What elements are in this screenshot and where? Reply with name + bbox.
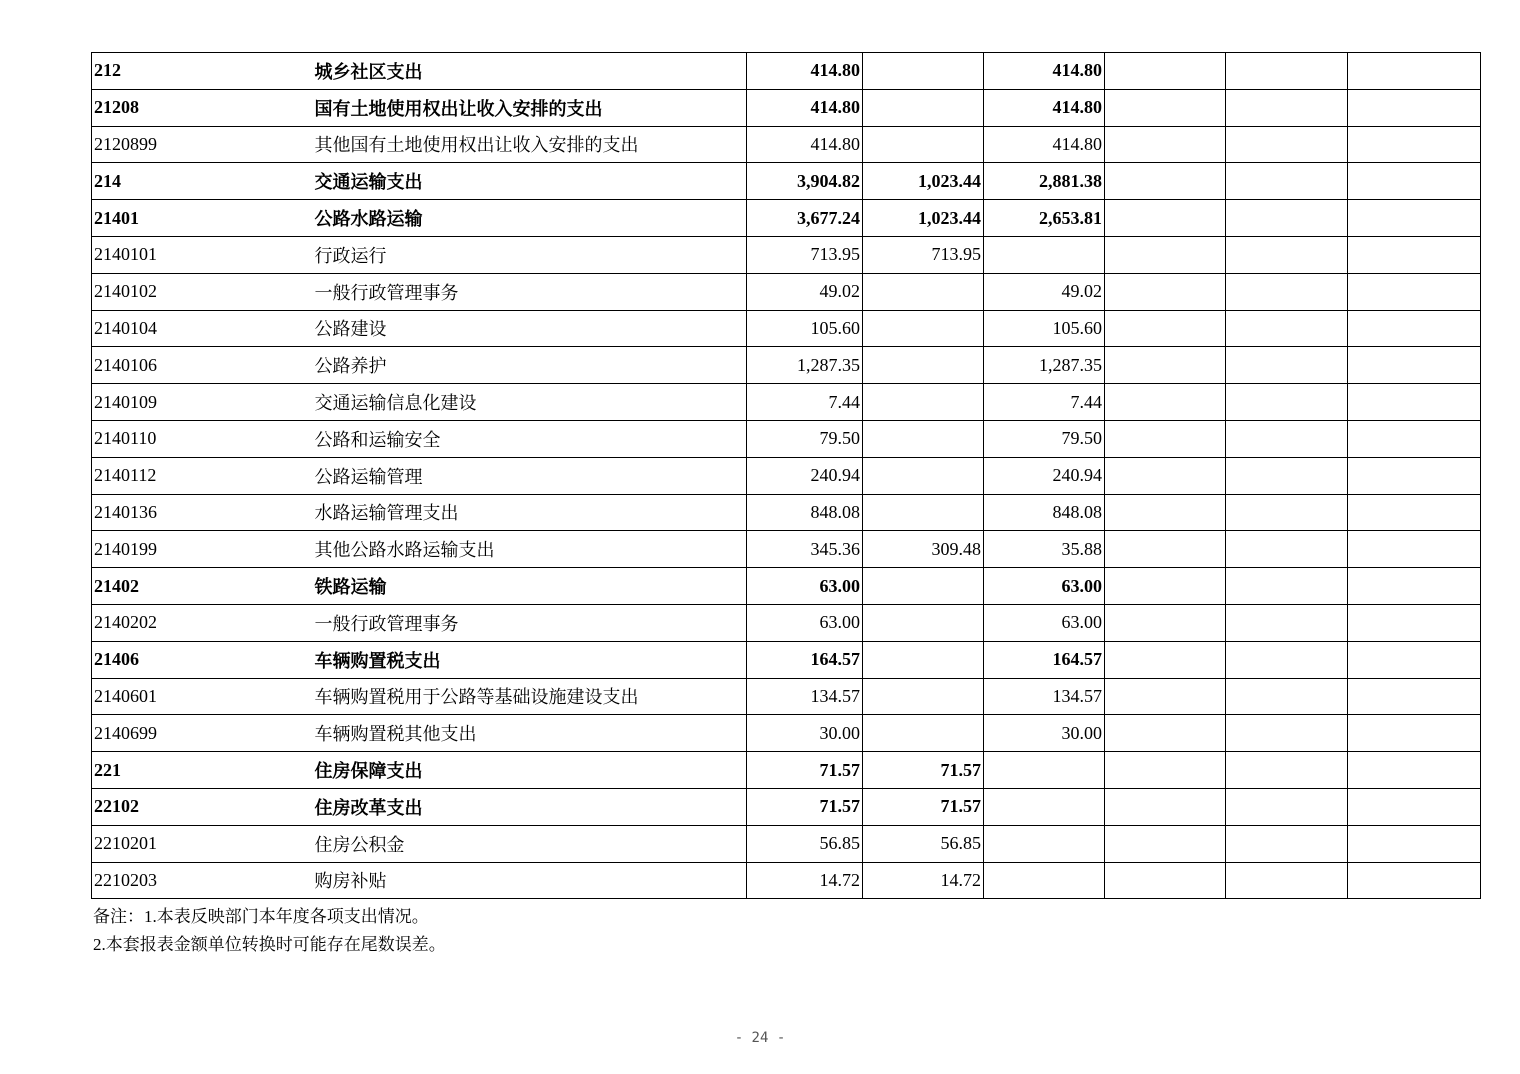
empty-cell: [1226, 715, 1348, 752]
empty-cell: [1226, 862, 1348, 899]
project-cell: [984, 825, 1105, 862]
basic-cell: 1,023.44: [863, 163, 984, 200]
code-cell: 21402: [92, 568, 313, 605]
empty-cell: [1226, 53, 1348, 90]
empty-cell: [1226, 163, 1348, 200]
name-cell: 其他公路水路运输支出: [313, 531, 747, 568]
project-cell: 414.80: [984, 126, 1105, 163]
table-row: [92, 200, 1481, 237]
empty-cell: [1348, 604, 1481, 641]
project-cell: 414.80: [984, 89, 1105, 126]
note-line-2: 2.本套报表金额单位转换时可能存在尾数误差。: [93, 935, 446, 954]
total-cell: 414.80: [747, 89, 863, 126]
empty-cell: [1226, 678, 1348, 715]
table-row: [92, 347, 1481, 384]
basic-cell: [863, 604, 984, 641]
empty-cell: [1105, 862, 1226, 899]
empty-cell: [1226, 788, 1348, 825]
total-cell: 1,287.35: [747, 347, 863, 384]
name-cell: 城乡社区支出: [313, 53, 747, 90]
name-cell: 公路和运输安全: [313, 420, 747, 457]
basic-cell: [863, 310, 984, 347]
project-cell: 2,881.38: [984, 163, 1105, 200]
empty-cell: [1348, 420, 1481, 457]
table-row: [92, 752, 1481, 789]
code-cell: 2140112: [92, 457, 313, 494]
code-cell: 21401: [92, 200, 313, 237]
empty-cell: [1226, 347, 1348, 384]
project-cell: 35.88: [984, 531, 1105, 568]
name-cell: 车辆购置税用于公路等基础设施建设支出: [313, 678, 747, 715]
name-cell: 行政运行: [313, 236, 747, 273]
table-row: [92, 236, 1481, 273]
code-cell: 2140102: [92, 273, 313, 310]
empty-cell: [1226, 752, 1348, 789]
table-row: [92, 641, 1481, 678]
code-cell: 2120899: [92, 126, 313, 163]
table-row: [92, 457, 1481, 494]
basic-cell: 71.57: [863, 752, 984, 789]
project-cell: 414.80: [984, 53, 1105, 90]
empty-cell: [1226, 568, 1348, 605]
table-body: [92, 53, 1481, 899]
code-cell: 2140199: [92, 531, 313, 568]
empty-cell: [1226, 604, 1348, 641]
empty-cell: [1348, 163, 1481, 200]
total-cell: 105.60: [747, 310, 863, 347]
basic-cell: [863, 126, 984, 163]
empty-cell: [1348, 494, 1481, 531]
empty-cell: [1348, 200, 1481, 237]
empty-cell: [1105, 163, 1226, 200]
table-row: [92, 420, 1481, 457]
name-cell: 一般行政管理事务: [313, 273, 747, 310]
project-cell: [984, 236, 1105, 273]
empty-cell: [1226, 384, 1348, 421]
empty-cell: [1348, 273, 1481, 310]
table-row: [92, 310, 1481, 347]
empty-cell: [1348, 568, 1481, 605]
empty-cell: [1348, 89, 1481, 126]
project-cell: 164.57: [984, 641, 1105, 678]
table-row: [92, 53, 1481, 90]
table-row: [92, 788, 1481, 825]
table-row: [92, 862, 1481, 899]
empty-cell: [1105, 825, 1226, 862]
project-cell: 49.02: [984, 273, 1105, 310]
empty-cell: [1348, 236, 1481, 273]
empty-cell: [1226, 457, 1348, 494]
basic-cell: 14.72: [863, 862, 984, 899]
empty-cell: [1105, 494, 1226, 531]
table-row: [92, 126, 1481, 163]
table-row: [92, 825, 1481, 862]
project-cell: 63.00: [984, 604, 1105, 641]
empty-cell: [1105, 89, 1226, 126]
empty-cell: [1226, 641, 1348, 678]
empty-cell: [1348, 384, 1481, 421]
empty-cell: [1105, 200, 1226, 237]
table-row: [92, 273, 1481, 310]
empty-cell: [1105, 531, 1226, 568]
project-cell: 105.60: [984, 310, 1105, 347]
name-cell: 公路运输管理: [313, 457, 747, 494]
code-cell: 2140106: [92, 347, 313, 384]
empty-cell: [1105, 347, 1226, 384]
name-cell: 住房改革支出: [313, 788, 747, 825]
empty-cell: [1226, 494, 1348, 531]
name-cell: 交通运输支出: [313, 163, 747, 200]
total-cell: 240.94: [747, 457, 863, 494]
empty-cell: [1105, 273, 1226, 310]
total-cell: 164.57: [747, 641, 863, 678]
basic-cell: 713.95: [863, 236, 984, 273]
basic-cell: [863, 420, 984, 457]
name-cell: 一般行政管理事务: [313, 604, 747, 641]
table-row: [92, 568, 1481, 605]
basic-cell: [863, 494, 984, 531]
basic-cell: [863, 273, 984, 310]
empty-cell: [1348, 457, 1481, 494]
code-cell: 22102: [92, 788, 313, 825]
code-cell: 212: [92, 53, 313, 90]
total-cell: 79.50: [747, 420, 863, 457]
empty-cell: [1105, 641, 1226, 678]
empty-cell: [1348, 126, 1481, 163]
total-cell: 7.44: [747, 384, 863, 421]
total-cell: 71.57: [747, 752, 863, 789]
basic-cell: 309.48: [863, 531, 984, 568]
basic-cell: [863, 568, 984, 605]
code-cell: 2140101: [92, 236, 313, 273]
code-cell: 2210201: [92, 825, 313, 862]
table-row: [92, 604, 1481, 641]
project-cell: 7.44: [984, 384, 1105, 421]
table-row: [92, 163, 1481, 200]
total-cell: 3,677.24: [747, 200, 863, 237]
empty-cell: [1348, 531, 1481, 568]
total-cell: 49.02: [747, 273, 863, 310]
basic-cell: [863, 384, 984, 421]
basic-cell: 71.57: [863, 788, 984, 825]
empty-cell: [1226, 89, 1348, 126]
page-number: - 24 -: [734, 1030, 786, 1046]
empty-cell: [1105, 568, 1226, 605]
empty-cell: [1348, 310, 1481, 347]
table-row: [92, 89, 1481, 126]
basic-cell: 1,023.44: [863, 200, 984, 237]
name-cell: 其他国有土地使用权出让收入安排的支出: [313, 126, 747, 163]
name-cell: 购房补贴: [313, 862, 747, 899]
empty-cell: [1105, 310, 1226, 347]
project-cell: 240.94: [984, 457, 1105, 494]
empty-cell: [1348, 788, 1481, 825]
total-cell: 345.36: [747, 531, 863, 568]
total-cell: 848.08: [747, 494, 863, 531]
project-cell: 848.08: [984, 494, 1105, 531]
empty-cell: [1348, 678, 1481, 715]
name-cell: 住房保障支出: [313, 752, 747, 789]
project-cell: 1,287.35: [984, 347, 1105, 384]
basic-cell: 56.85: [863, 825, 984, 862]
project-cell: [984, 862, 1105, 899]
total-cell: 134.57: [747, 678, 863, 715]
code-cell: 21406: [92, 641, 313, 678]
code-cell: 2140104: [92, 310, 313, 347]
project-cell: 134.57: [984, 678, 1105, 715]
name-cell: 国有土地使用权出让收入安排的支出: [313, 89, 747, 126]
code-cell: 2140601: [92, 678, 313, 715]
project-cell: 30.00: [984, 715, 1105, 752]
code-cell: 2140109: [92, 384, 313, 421]
project-cell: [984, 788, 1105, 825]
empty-cell: [1105, 604, 1226, 641]
code-cell: 2140699: [92, 715, 313, 752]
table-row: [92, 715, 1481, 752]
basic-cell: [863, 715, 984, 752]
basic-cell: [863, 457, 984, 494]
project-cell: 79.50: [984, 420, 1105, 457]
empty-cell: [1348, 347, 1481, 384]
code-cell: 2210203: [92, 862, 313, 899]
code-cell: 214: [92, 163, 313, 200]
table-row: [92, 494, 1481, 531]
basic-cell: [863, 89, 984, 126]
empty-cell: [1105, 788, 1226, 825]
empty-cell: [1226, 531, 1348, 568]
total-cell: 414.80: [747, 53, 863, 90]
empty-cell: [1348, 715, 1481, 752]
basic-cell: [863, 347, 984, 384]
code-cell: 2140202: [92, 604, 313, 641]
basic-cell: [863, 678, 984, 715]
empty-cell: [1105, 126, 1226, 163]
empty-cell: [1226, 236, 1348, 273]
name-cell: 车辆购置税支出: [313, 641, 747, 678]
name-cell: 交通运输信息化建设: [313, 384, 747, 421]
total-cell: 63.00: [747, 604, 863, 641]
code-cell: 2140110: [92, 420, 313, 457]
name-cell: 公路建设: [313, 310, 747, 347]
total-cell: 713.95: [747, 236, 863, 273]
total-cell: 71.57: [747, 788, 863, 825]
empty-cell: [1105, 420, 1226, 457]
empty-cell: [1105, 236, 1226, 273]
empty-cell: [1348, 641, 1481, 678]
empty-cell: [1105, 384, 1226, 421]
table-row: [92, 384, 1481, 421]
name-cell: 公路水路运输: [313, 200, 747, 237]
empty-cell: [1348, 53, 1481, 90]
project-cell: 63.00: [984, 568, 1105, 605]
table-row: [92, 531, 1481, 568]
empty-cell: [1105, 678, 1226, 715]
total-cell: 56.85: [747, 825, 863, 862]
table-row: [92, 678, 1481, 715]
empty-cell: [1348, 752, 1481, 789]
total-cell: 63.00: [747, 568, 863, 605]
code-cell: 221: [92, 752, 313, 789]
name-cell: 水路运输管理支出: [313, 494, 747, 531]
code-cell: 21208: [92, 89, 313, 126]
empty-cell: [1226, 825, 1348, 862]
name-cell: 公路养护: [313, 347, 747, 384]
empty-cell: [1226, 126, 1348, 163]
empty-cell: [1226, 310, 1348, 347]
total-cell: 30.00: [747, 715, 863, 752]
total-cell: 3,904.82: [747, 163, 863, 200]
name-cell: 车辆购置税其他支出: [313, 715, 747, 752]
name-cell: 铁路运输: [313, 568, 747, 605]
expenditure-table: [91, 52, 1481, 899]
empty-cell: [1105, 715, 1226, 752]
basic-cell: [863, 641, 984, 678]
total-cell: 14.72: [747, 862, 863, 899]
project-cell: 2,653.81: [984, 200, 1105, 237]
empty-cell: [1105, 53, 1226, 90]
code-cell: 2140136: [92, 494, 313, 531]
project-cell: [984, 752, 1105, 789]
empty-cell: [1105, 457, 1226, 494]
empty-cell: [1105, 752, 1226, 789]
total-cell: 414.80: [747, 126, 863, 163]
note-line-1: 备注：1.本表反映部门本年度各项支出情况。: [93, 907, 429, 926]
empty-cell: [1348, 825, 1481, 862]
empty-cell: [1226, 200, 1348, 237]
empty-cell: [1348, 862, 1481, 899]
empty-cell: [1226, 420, 1348, 457]
empty-cell: [1226, 273, 1348, 310]
basic-cell: [863, 53, 984, 90]
name-cell: 住房公积金: [313, 825, 747, 862]
